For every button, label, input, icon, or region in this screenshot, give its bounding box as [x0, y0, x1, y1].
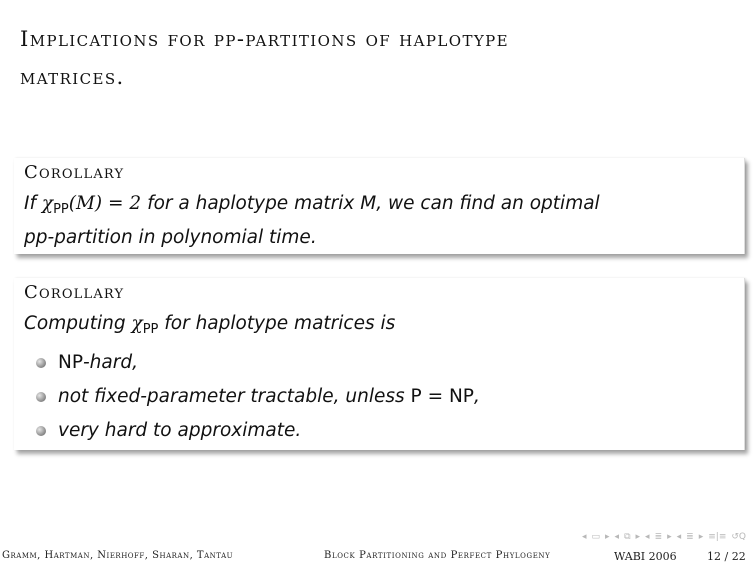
corollary-2-prefix: Computing	[24, 313, 132, 334]
footer-title: Block Partitioning and Perfect Phylogeny	[324, 550, 551, 561]
corollary-1-prefix: If	[24, 193, 42, 214]
np-math: NP	[58, 352, 83, 373]
item-text: very hard to approximate.	[58, 420, 302, 441]
footer-authors: Gramm, Hartman, Nierhoff, Sharan, Tantau	[2, 550, 234, 561]
item-text: -hard,	[83, 352, 138, 373]
list-item	[24, 414, 724, 448]
nav-section-icon[interactable]: ≣	[654, 532, 663, 542]
item-end: ,	[473, 386, 480, 407]
nav-subsection-left-icon[interactable]: ◂	[614, 532, 620, 542]
nav-subsection-icon[interactable]: ⧉	[624, 532, 631, 542]
list-item	[24, 380, 724, 414]
nav-document-left-icon[interactable]: ◂	[676, 532, 682, 542]
beamer-navigation	[582, 531, 746, 543]
corollary-body-1	[24, 190, 724, 252]
list-item	[24, 346, 724, 380]
nav-align-icon[interactable]: ≡|≡	[708, 532, 727, 542]
corollary-2-list	[24, 346, 724, 448]
chi-symbol: χ	[41, 193, 54, 214]
chi-subscript: PP	[53, 202, 69, 217]
bullet-icon	[36, 426, 46, 436]
nav-section-right-icon[interactable]: ▸	[667, 532, 672, 542]
nav-frame-icon[interactable]: ▭	[591, 532, 600, 542]
bullet-icon	[36, 358, 46, 368]
corollary-1-suffix: for a haplotype matrix M, we can find an optimal	[141, 193, 600, 214]
p-equals-np-math: P = NP	[410, 386, 474, 407]
chi-argument: (M) = 2	[68, 193, 142, 214]
nav-frame-right-icon[interactable]: ▸	[605, 532, 610, 542]
corollary-title-2: Corollary	[24, 282, 125, 303]
corollary-block-2	[14, 278, 745, 450]
chi-symbol: χ	[131, 313, 143, 334]
frame-title-line-1: Implications for pp-partitions of haplotype	[20, 27, 509, 51]
corollary-block-1	[14, 158, 745, 254]
frame-title-line-2: matrices.	[20, 65, 125, 89]
nav-document-icon[interactable]: ≣	[686, 532, 694, 542]
footer-venue: WABI 2006	[614, 550, 677, 563]
footer-page-number: 12 / 22	[707, 550, 746, 563]
bullet-icon	[36, 392, 46, 402]
chi-subscript: PP	[142, 322, 159, 337]
frame-title	[20, 20, 720, 96]
corollary-body-2	[24, 310, 724, 448]
item-text: not fixed-parameter tractable, unless	[58, 386, 411, 407]
corollary-title-1: Corollary	[24, 162, 125, 183]
corollary-2-suffix: for haplotype matrices is	[158, 313, 396, 334]
corollary-1-line-2: pp-partition in polynomial time.	[24, 227, 317, 248]
nav-document-right-icon[interactable]: ▸	[698, 532, 704, 542]
nav-search-icon[interactable]: ↺Q	[731, 532, 746, 542]
corollary-2-intro	[24, 310, 724, 344]
nav-frame-left-icon[interactable]: ◂	[581, 532, 587, 542]
corollary-1-line-1	[24, 190, 724, 224]
footer	[0, 547, 756, 565]
nav-subsection-right-icon[interactable]: ▸	[635, 532, 641, 542]
nav-section-left-icon[interactable]: ◂	[645, 532, 650, 542]
